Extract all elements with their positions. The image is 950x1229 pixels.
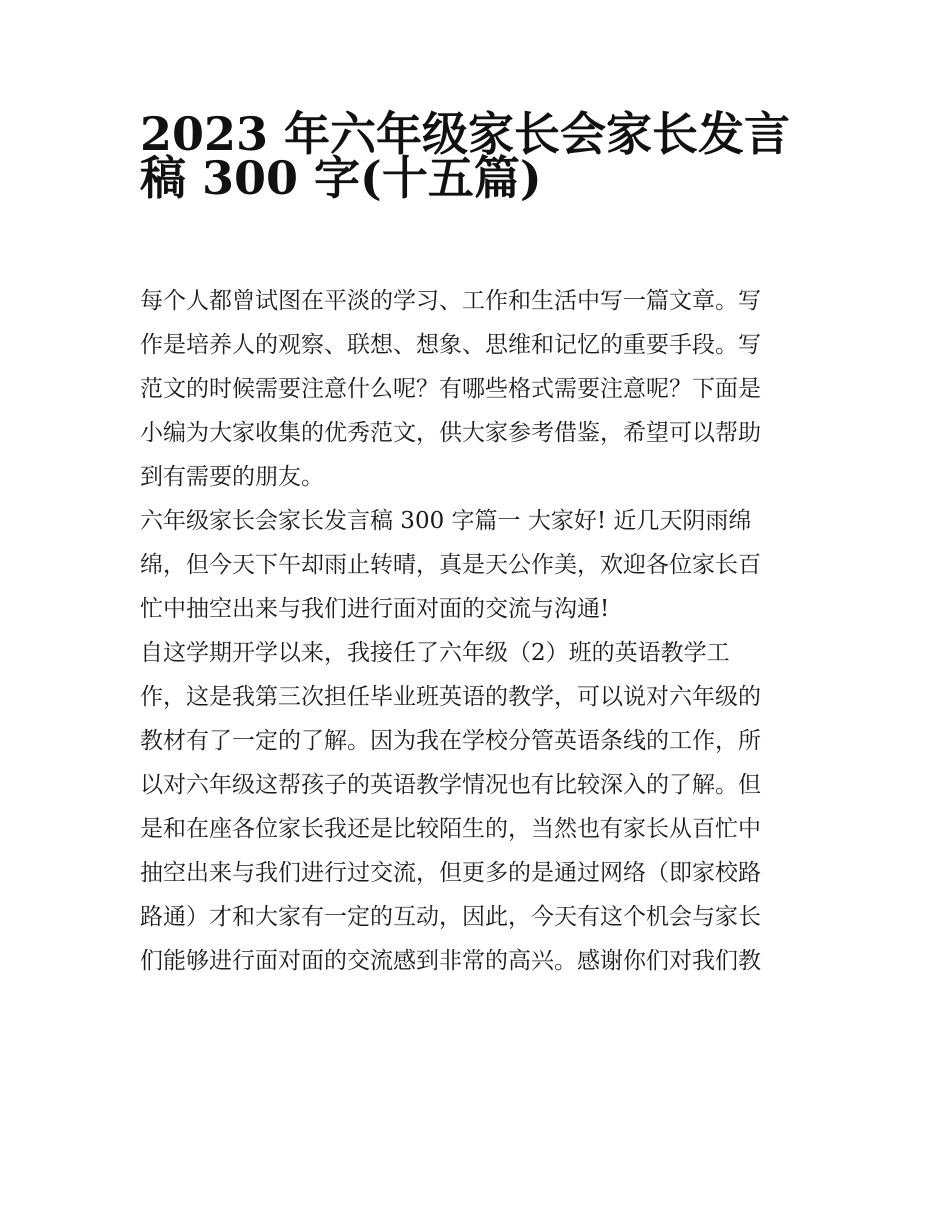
text-line: 作是培养人的观察、联想、想象、思维和记忆的重要手段。写 bbox=[140, 332, 761, 358]
paragraph-greeting bbox=[140, 499, 820, 631]
paragraph-teacher-intro bbox=[140, 631, 820, 983]
title-line: 2023 年六年级家长会家长发言 bbox=[140, 107, 791, 161]
text-line: 是和在座各位家长我还是比较陌生的，当然也有家长从百忙中 bbox=[140, 816, 761, 842]
text-line: 忙中抽空出来与我们进行面对面的交流与沟通! bbox=[140, 596, 610, 622]
document-body bbox=[140, 279, 820, 983]
text-line: 抽空出来与我们进行过交流，但更多的是通过网络（即家校路 bbox=[140, 860, 761, 886]
text-line: 范文的时候需要注意什么呢？有哪些格式需要注意呢？下面是 bbox=[140, 376, 761, 402]
text-line: 到有需要的朋友。 bbox=[140, 464, 324, 490]
text-line: 路通）才和大家有一定的互动，因此，今天有这个机会与家长 bbox=[140, 904, 761, 930]
text-line: 作，这是我第三次担任毕业班英语的教学，可以说对六年级的 bbox=[140, 684, 761, 710]
text-line: 绵，但今天下午却雨止转晴，真是天公作美，欢迎各位家长百 bbox=[140, 552, 761, 578]
title-line: 稿 300 字(十五篇) bbox=[140, 151, 542, 205]
text-line: 教材有了一定的了解。因为我在学校分管英语条线的工作，所 bbox=[140, 728, 761, 754]
text-line: 小编为大家收集的优秀范文，供大家参考借鉴，希望可以帮助 bbox=[140, 420, 761, 446]
document-title bbox=[140, 107, 820, 205]
text-line: 们能够进行面对面的交流感到非常的高兴。感谢你们对我们教 bbox=[140, 948, 761, 974]
paragraph-intro bbox=[140, 279, 820, 499]
text-line: 自这学期开学以来，我接任了六年级（2）班的英语教学工 bbox=[140, 640, 730, 666]
text-line: 以对六年级这帮孩子的英语教学情况也有比较深入的了解。但 bbox=[140, 772, 761, 798]
text-line: 六年级家长会家长发言稿 300 字篇一 大家好! 近几天阴雨绵 bbox=[140, 508, 752, 534]
text-line: 每个人都曾试图在平淡的学习、工作和生活中写一篇文章。写 bbox=[140, 288, 761, 314]
